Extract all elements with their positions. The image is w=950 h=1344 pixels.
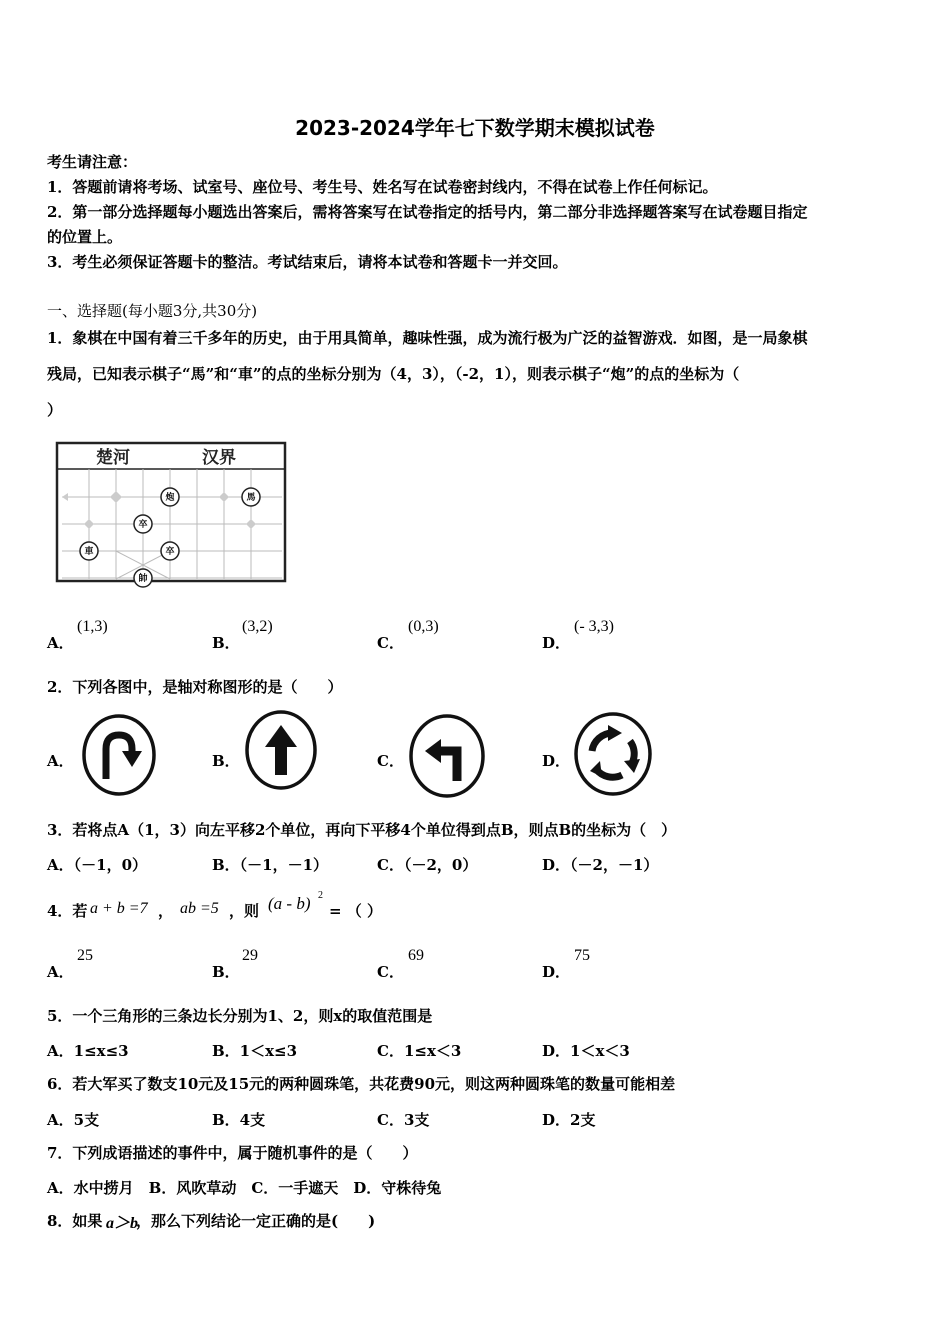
board-label-han-jie: 汉界 (202, 448, 236, 468)
piece-pao: 炮 (165, 493, 175, 503)
q8-prefix: 8．如果 (47, 1212, 103, 1230)
q4-prefix: 4．若 (47, 902, 88, 920)
notice-item-2: 2．第一部分选择题每小题选出答案后，需将答案写在试卷指定的括号内，第二部分非选择题答案写在试卷题目指定 (47, 203, 808, 221)
notice-item-2-cont: 的位置上。 (47, 228, 123, 246)
q4-exponent: 2 (318, 890, 323, 901)
piece-ju: 車 (84, 547, 94, 557)
q4-option-d-value: 75 (574, 947, 590, 964)
q1-option-a-value: (1,3) (77, 618, 108, 635)
q4-expression: (a - b) (268, 894, 311, 913)
q3-option-c[interactable]: C．（－2，0） (377, 856, 478, 874)
q4-option-b-label[interactable]: B． (212, 963, 240, 981)
roundabout-sign-icon (572, 711, 654, 797)
q5-option-c[interactable]: C．1≤x＜3 (377, 1042, 462, 1060)
board-label-chu-he: 楚河 (96, 448, 130, 468)
q4-suffix: = （ ） (329, 902, 383, 920)
piece-zu-2: 卒 (165, 547, 175, 557)
section-heading: 一、选择题(每小题3分,共30分) (47, 302, 258, 320)
q6-option-a[interactable]: A．5支 (47, 1111, 100, 1129)
q8-suffix: ，那么下列结论一定正确的是( ) (136, 1212, 376, 1230)
notice-heading: 考生请注意： (47, 153, 138, 171)
u-turn-sign-icon (80, 713, 158, 797)
q4-condition-product: ab =5 (180, 900, 219, 917)
q4-comma: ， (158, 902, 174, 920)
q4-option-a-label[interactable]: A． (47, 963, 74, 981)
piece-ma: 馬 (246, 493, 256, 503)
q1-option-a-label[interactable]: A． (47, 634, 74, 652)
q5-option-b[interactable]: B．1＜x≤3 (212, 1042, 298, 1060)
q6-option-b[interactable]: B．4支 (212, 1111, 266, 1129)
q1-option-b-label[interactable]: B． (212, 634, 240, 652)
q4-middle: ，则 (229, 902, 260, 920)
q1-option-d-label[interactable]: D． (542, 634, 571, 652)
q1-line-1: 1．象棋在中国有着三千多年的历史，由于用具简单，趣味性强，成为流行极为广泛的益智游戏．如图，是一局象棋 (47, 329, 808, 347)
q6-stem: 6．若大军买了数支10元及15元的两种圆珠笔，共花费90元，则这两种圆珠笔的数量可能相差 (47, 1075, 676, 1093)
piece-zu-1: 卒 (138, 520, 148, 530)
piece-shuai: 帥 (138, 574, 148, 584)
q6-option-c[interactable]: C．3支 (377, 1111, 430, 1129)
straight-arrow-sign-icon (243, 709, 319, 791)
notice-item-3: 3．考生必须保证答题卡的整洁。考试结束后，请将本试卷和答题卡一并交回。 (47, 253, 568, 271)
q1-option-c-value: (0,3) (408, 618, 439, 635)
q4-option-d-label[interactable]: D． (542, 963, 571, 981)
q5-stem: 5．一个三角形的三条边长分别为1、2，则x的取值范围是 (47, 1007, 433, 1025)
page-title: 2023-2024学年七下数学期末模拟试卷 (295, 116, 655, 140)
q3-stem: 3．若将点A（1，3）向左平移2个单位，再向下平移4个单位得到点B，则点B的坐标为（ ） (47, 821, 677, 839)
q3-option-a[interactable]: A．（－1，0） (47, 856, 148, 874)
chess-board-figure (54, 441, 290, 589)
q4-option-c-label[interactable]: C． (377, 963, 404, 981)
q2-option-c-label[interactable]: C． (377, 752, 404, 770)
q1-option-c-label[interactable]: C． (377, 634, 404, 652)
q1-option-d-value: (- 3,3) (574, 618, 614, 635)
q2-option-a-label[interactable]: A． (47, 752, 74, 770)
q1-option-b-value: (3,2) (242, 618, 273, 635)
q3-option-d[interactable]: D．（－2，－1） (542, 856, 659, 874)
q3-option-b[interactable]: B．（－1，－1） (212, 856, 329, 874)
left-turn-sign-icon (407, 713, 487, 799)
q4-option-c-value: 69 (408, 947, 424, 964)
q2-option-b-label[interactable]: B． (212, 752, 240, 770)
q4-option-b-value: 29 (242, 947, 258, 964)
q5-option-a[interactable]: A．1≤x≤3 (47, 1042, 129, 1060)
notice-item-1: 1．答题前请将考场、试室号、座位号、考生号、姓名写在试卷密封线内，不得在试卷上作任何标记。 (47, 178, 718, 196)
q1-line-2: 残局，已知表示棋子“馬”和“車”的点的坐标分别为（4，3），（-2，1），则表示棋子“炮”的点的坐标为（ (47, 365, 740, 383)
q6-option-d[interactable]: D．2支 (542, 1111, 596, 1129)
q7-options[interactable]: A．水中捞月 B．风吹草动 C．一手遮天 D．守株待兔 (47, 1179, 442, 1197)
q7-stem: 7．下列成语描述的事件中，属于随机事件的是（ ） (47, 1144, 418, 1162)
q4-condition-sum: a + b =7 (90, 900, 148, 917)
q8-condition: a＞b (106, 1215, 139, 1232)
q2-option-d-label[interactable]: D． (542, 752, 571, 770)
q2-stem: 2．下列各图中，是轴对称图形的是（ ） (47, 678, 343, 696)
q1-line-3: ） (47, 401, 63, 419)
q4-option-a-value: 25 (77, 947, 93, 964)
q5-option-d[interactable]: D．1＜x＜3 (542, 1042, 630, 1060)
